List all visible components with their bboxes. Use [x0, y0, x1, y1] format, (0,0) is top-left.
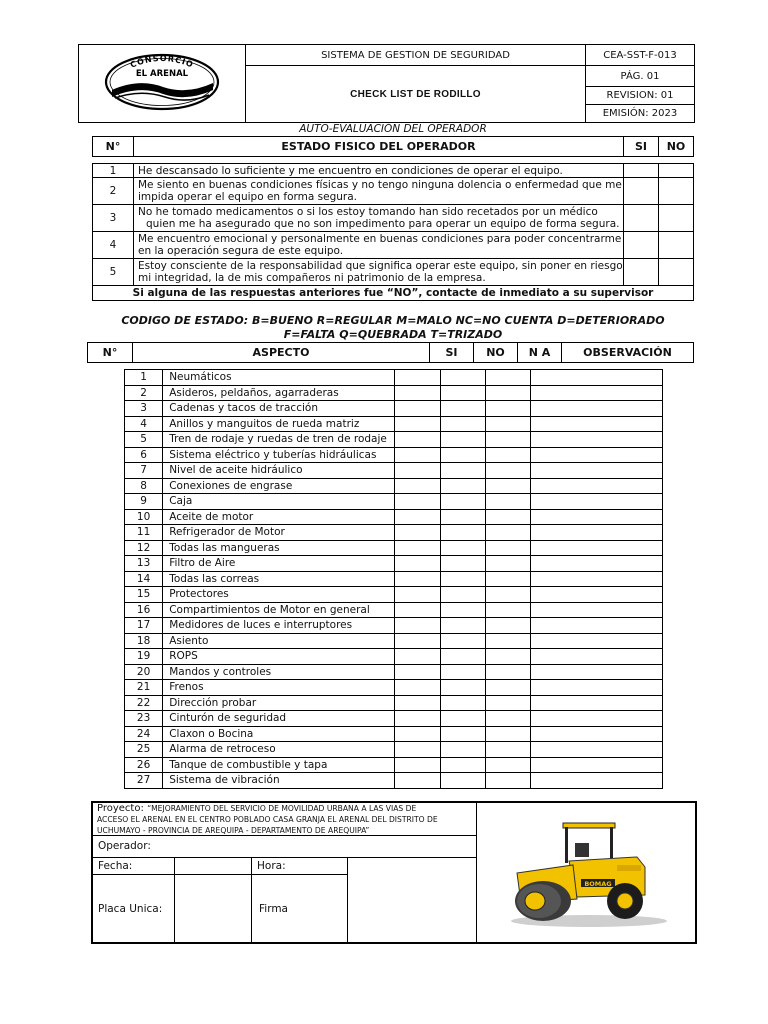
aspect-num: 4: [125, 416, 163, 432]
date-value-box[interactable]: [174, 857, 252, 943]
state-text-line: mi integridad, la de mis compañeros ni patrimonio de la empresa.: [138, 272, 486, 284]
col-state-header: ESTADO FISICO DEL OPERADOR: [134, 137, 624, 157]
aspect-num: 20: [125, 664, 163, 680]
aspect-label: Aceite de motor: [163, 509, 395, 525]
col-no-header: NO: [659, 137, 694, 157]
aspect-num: 19: [125, 649, 163, 665]
aspect-si-box[interactable]: [395, 556, 440, 572]
aspect-no-box[interactable]: [440, 602, 485, 618]
aspect-row-18: [125, 633, 663, 649]
aspect-observation-box[interactable]: [531, 711, 663, 727]
aspect-si-box[interactable]: [395, 463, 440, 479]
aspect-no-box[interactable]: [440, 385, 485, 401]
aspect-no-box[interactable]: [440, 680, 485, 696]
aspect-observation-box[interactable]: [531, 695, 663, 711]
aspect-observation-box[interactable]: [531, 742, 663, 758]
plate-field[interactable]: [92, 874, 175, 943]
aspect-num: 13: [125, 556, 163, 572]
aspect-observation-box[interactable]: [531, 540, 663, 556]
aspect-label: Refrigerador de Motor: [163, 525, 395, 541]
state-text-line: No he tomado medicamentos o si los estoy tomando han sido recetados por un médico: [138, 206, 598, 218]
aspect-na-box[interactable]: [485, 401, 530, 417]
aspect-si-box[interactable]: [395, 618, 440, 634]
aspect-row-20: [125, 664, 663, 680]
aspect-num: 8: [125, 478, 163, 494]
state-si-box[interactable]: [624, 164, 659, 178]
col-no-header: NO: [474, 343, 518, 363]
aspect-si-box[interactable]: [395, 494, 440, 510]
state-no-box[interactable]: [659, 205, 694, 232]
aspect-label: Conexiones de engrase: [163, 478, 395, 494]
aspect-observation-box[interactable]: [531, 556, 663, 572]
aspect-observation-box[interactable]: [531, 571, 663, 587]
aspect-na-box[interactable]: [485, 664, 530, 680]
aspect-na-box[interactable]: [485, 447, 530, 463]
aspect-observation-box[interactable]: [531, 385, 663, 401]
aspect-num: 3: [125, 401, 163, 417]
aspect-row-10: [125, 509, 663, 525]
state-num: 1: [93, 164, 134, 178]
doc-page: PÁG. 01: [586, 66, 695, 87]
aspect-si-box[interactable]: [395, 432, 440, 448]
aspect-observation-box[interactable]: [531, 602, 663, 618]
aspect-na-box[interactable]: [485, 633, 530, 649]
state-text-line: quien me ha asegurado que no son impedimento para operar un equipo de forma segura.: [146, 218, 620, 230]
state-num: 4: [93, 232, 134, 259]
aspect-row-5: [125, 432, 663, 448]
aspect-si-box[interactable]: [395, 478, 440, 494]
aspect-no-box[interactable]: [440, 649, 485, 665]
state-text: [134, 178, 624, 205]
aspect-checklist-table: [124, 369, 663, 789]
aspect-na-box[interactable]: [485, 757, 530, 773]
aspect-row-22: [125, 695, 663, 711]
aspect-num: 10: [125, 509, 163, 525]
operator-field[interactable]: [92, 835, 477, 858]
aspect-num: 5: [125, 432, 163, 448]
aspect-no-box[interactable]: [440, 742, 485, 758]
aspect-num: 11: [125, 525, 163, 541]
aspect-no-box[interactable]: [440, 463, 485, 479]
state-no-box[interactable]: [659, 164, 694, 178]
aspect-si-box[interactable]: [395, 633, 440, 649]
aspect-observation-box[interactable]: [531, 649, 663, 665]
footer-form: [91, 801, 697, 944]
signature-field[interactable]: [251, 874, 348, 943]
state-row-4: [93, 232, 694, 259]
col-si-header: SI: [624, 137, 659, 157]
operator-label: Operador:: [98, 840, 151, 852]
state-text: He descansado lo suficiente y me encuentro en condiciones de operar el equipo.: [134, 164, 624, 178]
project-text-line1: “MEJORAMIENTO DEL SERVICIO DE MOVILIDAD URBANA A LAS VIAS DE: [147, 804, 417, 813]
aspect-na-box[interactable]: [485, 370, 530, 386]
aspect-label: Nivel de aceite hidráulico: [163, 463, 395, 479]
state-text: [134, 205, 624, 232]
state-no-box[interactable]: [659, 232, 694, 259]
aspect-observation-box[interactable]: [531, 416, 663, 432]
aspect-na-box[interactable]: [485, 385, 530, 401]
state-text-line: impida operar el equipo en forma segura.: [138, 191, 358, 203]
aspect-na-box[interactable]: [485, 587, 530, 603]
aspect-si-box[interactable]: [395, 711, 440, 727]
aspect-na-box[interactable]: [485, 618, 530, 634]
aspect-no-box[interactable]: [440, 447, 485, 463]
col-na-header: N A: [518, 343, 562, 363]
state-text: [134, 259, 624, 286]
system-name: SISTEMA DE GESTION DE SEGURIDAD: [246, 45, 586, 66]
aspect-label: Asiento: [163, 633, 395, 649]
aspect-observation-box[interactable]: [531, 509, 663, 525]
page-title: CHECK LIST DE RODILLO: [246, 66, 586, 123]
aspect-no-box[interactable]: [440, 478, 485, 494]
aspect-si-box[interactable]: [395, 602, 440, 618]
aspect-row-14: [125, 571, 663, 587]
aspect-row-21: [125, 680, 663, 696]
aspect-no-box[interactable]: [440, 757, 485, 773]
date-label: Fecha:: [98, 860, 133, 872]
col-num-header: N°: [93, 137, 134, 157]
aspect-label: ROPS: [163, 649, 395, 665]
aspect-label: Medidores de luces e interruptores: [163, 618, 395, 634]
aspect-row-24: [125, 726, 663, 742]
aspect-si-box[interactable]: [395, 649, 440, 665]
state-row-2: [93, 178, 694, 205]
aspect-observation-box[interactable]: [531, 463, 663, 479]
company-logo: [79, 45, 245, 119]
aspect-header: [87, 342, 694, 363]
aspect-row-6: [125, 447, 663, 463]
col-num-header: N°: [88, 343, 133, 363]
physical-state-header: [92, 136, 694, 157]
aspect-label: Todas las mangueras: [163, 540, 395, 556]
aspect-row-17: [125, 618, 663, 634]
aspect-label: Todas las correas: [163, 571, 395, 587]
state-si-box[interactable]: [624, 259, 659, 286]
aspect-observation-box[interactable]: [531, 432, 663, 448]
project-label: Proyecto:: [97, 803, 144, 814]
doc-emission: EMISIÓN: 2023: [586, 105, 695, 123]
aspect-num: 23: [125, 711, 163, 727]
aspect-si-box[interactable]: [395, 540, 440, 556]
aspect-row-1: [125, 370, 663, 386]
aspect-num: 27: [125, 773, 163, 789]
aspect-no-box[interactable]: [440, 587, 485, 603]
aspect-observation-box[interactable]: [531, 494, 663, 510]
aspect-num: 2: [125, 385, 163, 401]
aspect-si-box[interactable]: [395, 571, 440, 587]
logo-arc-text: CONSORCIO: [128, 53, 195, 70]
aspect-no-box[interactable]: [440, 540, 485, 556]
aspect-label: Caja: [163, 494, 395, 510]
aspect-na-box[interactable]: [485, 463, 530, 479]
aspect-label: Claxon o Bocina: [163, 726, 395, 742]
hour-value-box[interactable]: [347, 857, 477, 943]
roller-image-cell: [476, 802, 696, 943]
project-text-line3: UCHUMAYO - PROVINCIA DE AREQUIPA - DEPARTAMENTO DE AREQUIPA”: [97, 826, 370, 835]
aspect-observation-box[interactable]: [531, 773, 663, 789]
aspect-label: Cadenas y tacos de tracción: [163, 401, 395, 417]
state-text-line: en la operación segura de este equipo.: [138, 245, 344, 257]
aspect-label: Filtro de Aire: [163, 556, 395, 572]
aspect-num: 18: [125, 633, 163, 649]
doc-code: CEA-SST-F-013: [586, 45, 695, 66]
aspect-label: Mandos y controles: [163, 664, 395, 680]
aspect-label: Anillos y manguitos de rueda matriz: [163, 416, 395, 432]
state-text-line: Estoy consciente de la responsabilidad que significa operar este equipo, sin poner en riesgo: [138, 260, 623, 272]
state-no-box[interactable]: [659, 259, 694, 286]
aspect-num: 17: [125, 618, 163, 634]
aspect-num: 9: [125, 494, 163, 510]
aspect-no-box[interactable]: [440, 571, 485, 587]
aspect-si-box[interactable]: [395, 401, 440, 417]
aspect-row-27: [125, 773, 663, 789]
aspect-row-23: [125, 711, 663, 727]
aspect-observation-box[interactable]: [531, 447, 663, 463]
aspect-row-19: [125, 649, 663, 665]
aspect-row-2: [125, 385, 663, 401]
state-row-1: [93, 164, 694, 178]
aspect-na-box[interactable]: [485, 602, 530, 618]
aspect-no-box[interactable]: [440, 401, 485, 417]
aspect-na-box[interactable]: [485, 726, 530, 742]
aspect-si-box[interactable]: [395, 680, 440, 696]
aspect-no-box[interactable]: [440, 726, 485, 742]
aspect-no-box[interactable]: [440, 664, 485, 680]
aspect-observation-box[interactable]: [531, 633, 663, 649]
state-num: 3: [93, 205, 134, 232]
aspect-row-7: [125, 463, 663, 479]
aspect-row-26: [125, 757, 663, 773]
aspect-num: 15: [125, 587, 163, 603]
aspect-observation-box[interactable]: [531, 587, 663, 603]
aspect-row-16: [125, 602, 663, 618]
aspect-observation-box[interactable]: [531, 370, 663, 386]
aspect-row-11: [125, 525, 663, 541]
hour-label: Hora:: [257, 860, 286, 872]
aspect-num: 22: [125, 695, 163, 711]
company-logo-cell: [79, 45, 246, 123]
aspect-no-box[interactable]: [440, 370, 485, 386]
aspect-si-box[interactable]: [395, 509, 440, 525]
aspect-observation-box[interactable]: [531, 401, 663, 417]
aspect-num: 1: [125, 370, 163, 386]
status-codes-line1: CODIGO DE ESTADO: B=BUENO R=REGULAR M=MALO NC=NO CUENTA D=DETERIORADO: [121, 314, 665, 327]
hour-field[interactable]: [251, 857, 348, 875]
aspect-no-box[interactable]: [440, 509, 485, 525]
aspect-no-box[interactable]: [440, 416, 485, 432]
aspect-num: 25: [125, 742, 163, 758]
state-text-line: Me encuentro emocional y personalmente en buenas condiciones para poder concentrarme: [138, 233, 622, 245]
aspect-no-box[interactable]: [440, 633, 485, 649]
project-field: [92, 802, 477, 836]
state-num: 5: [93, 259, 134, 286]
state-si-box[interactable]: [624, 178, 659, 205]
aspect-row-12: [125, 540, 663, 556]
state-si-box[interactable]: [624, 205, 659, 232]
aspect-na-box[interactable]: [485, 695, 530, 711]
aspect-row-3: [125, 401, 663, 417]
aspect-no-box[interactable]: [440, 494, 485, 510]
aspect-na-box[interactable]: [485, 773, 530, 789]
aspect-na-box[interactable]: [485, 416, 530, 432]
col-obs-header: OBSERVACIÓN: [562, 343, 694, 363]
status-codes-line2: F=FALTA Q=QUEBRADA T=TRIZADO: [283, 328, 503, 341]
aspect-label: Protectores: [163, 587, 395, 603]
self-assessment-caption: AUTO-EVALUACIÓN DEL OPERADOR: [299, 123, 487, 135]
state-row-3: [93, 205, 694, 232]
aspect-row-15: [125, 587, 663, 603]
aspect-si-box[interactable]: [395, 726, 440, 742]
aspect-no-box[interactable]: [440, 432, 485, 448]
aspect-row-8: [125, 478, 663, 494]
aspect-label: Alarma de retroceso: [163, 742, 395, 758]
aspect-label: Dirección probar: [163, 695, 395, 711]
aspect-na-box[interactable]: [485, 432, 530, 448]
aspect-no-box[interactable]: [440, 695, 485, 711]
aspect-si-box[interactable]: [395, 416, 440, 432]
aspect-no-box[interactable]: [440, 711, 485, 727]
aspect-si-box[interactable]: [395, 757, 440, 773]
signature-label: Firma: [259, 903, 288, 915]
aspect-na-box[interactable]: [485, 494, 530, 510]
col-si-header: SI: [430, 343, 474, 363]
aspect-num: 21: [125, 680, 163, 696]
aspect-na-box[interactable]: [485, 742, 530, 758]
aspect-no-box[interactable]: [440, 773, 485, 789]
aspect-observation-box[interactable]: [531, 525, 663, 541]
aspect-label: Compartimientos de Motor en general: [163, 602, 395, 618]
aspect-no-box[interactable]: [440, 618, 485, 634]
aspect-na-box[interactable]: [485, 540, 530, 556]
aspect-num: 24: [125, 726, 163, 742]
aspect-label: Sistema de vibración: [163, 773, 395, 789]
aspect-observation-box[interactable]: [531, 680, 663, 696]
road-roller-image: [477, 803, 697, 944]
aspect-observation-box[interactable]: [531, 618, 663, 634]
aspect-observation-box[interactable]: [531, 757, 663, 773]
aspect-si-box[interactable]: [395, 370, 440, 386]
document-header: [78, 44, 695, 123]
col-aspect-header: ASPECTO: [133, 343, 430, 363]
aspect-observation-box[interactable]: [531, 478, 663, 494]
aspect-na-box[interactable]: [485, 556, 530, 572]
aspect-na-box[interactable]: [485, 509, 530, 525]
aspect-label: Cinturón de seguridad: [163, 711, 395, 727]
aspect-si-box[interactable]: [395, 664, 440, 680]
aspect-na-box[interactable]: [485, 711, 530, 727]
doc-revision: REVISION: 01: [586, 87, 695, 105]
aspect-na-box[interactable]: [485, 478, 530, 494]
physical-state-table: [92, 163, 694, 301]
logo-main-text: EL ARENAL: [135, 69, 189, 79]
aspect-observation-box[interactable]: [531, 726, 663, 742]
aspect-na-box[interactable]: [485, 649, 530, 665]
aspect-num: 16: [125, 602, 163, 618]
aspect-si-box[interactable]: [395, 773, 440, 789]
state-si-box[interactable]: [624, 232, 659, 259]
roller-brand-text: BOMAG: [584, 880, 612, 888]
plate-label: Placa Unica:: [98, 903, 163, 915]
supervisor-warning: Si alguna de las respuestas anteriores fue “NO”, contacte de inmediato a su supervisor: [93, 286, 694, 301]
state-row-5: [93, 259, 694, 286]
state-text: [134, 232, 624, 259]
aspect-na-box[interactable]: [485, 680, 530, 696]
aspect-label: Neumáticos: [163, 370, 395, 386]
aspect-si-box[interactable]: [395, 742, 440, 758]
aspect-si-box[interactable]: [395, 695, 440, 711]
aspect-si-box[interactable]: [395, 447, 440, 463]
aspect-row-9: [125, 494, 663, 510]
aspect-num: 26: [125, 757, 163, 773]
aspect-label: Frenos: [163, 680, 395, 696]
aspect-no-box[interactable]: [440, 525, 485, 541]
aspect-label: Tanque de combustible y tapa: [163, 757, 395, 773]
aspect-label: Tren de rodaje y ruedas de tren de rodaje: [163, 432, 395, 448]
aspect-si-box[interactable]: [395, 587, 440, 603]
aspect-num: 6: [125, 447, 163, 463]
aspect-row-25: [125, 742, 663, 758]
project-text-line2: ACCESO EL ARENAL EN EL CENTRO POBLADO CASA GRANJA EL ARENAL DEL DISTRITO DE: [97, 815, 438, 824]
aspect-observation-box[interactable]: [531, 664, 663, 680]
aspect-row-4: [125, 416, 663, 432]
state-no-box[interactable]: [659, 178, 694, 205]
aspect-si-box[interactable]: [395, 525, 440, 541]
aspect-row-13: [125, 556, 663, 572]
aspect-num: 7: [125, 463, 163, 479]
state-text-line: Me siento en buenas condiciones físicas y no tengo ninguna dolencia o enfermedad que me: [138, 179, 622, 191]
aspect-label: Sistema eléctrico y tuberías hidráulicas: [163, 447, 395, 463]
aspect-num: 12: [125, 540, 163, 556]
aspect-no-box[interactable]: [440, 556, 485, 572]
aspect-na-box[interactable]: [485, 525, 530, 541]
aspect-label: Asideros, peldaños, agarraderas: [163, 385, 395, 401]
aspect-na-box[interactable]: [485, 571, 530, 587]
aspect-num: 14: [125, 571, 163, 587]
aspect-si-box[interactable]: [395, 385, 440, 401]
state-num: 2: [93, 178, 134, 205]
